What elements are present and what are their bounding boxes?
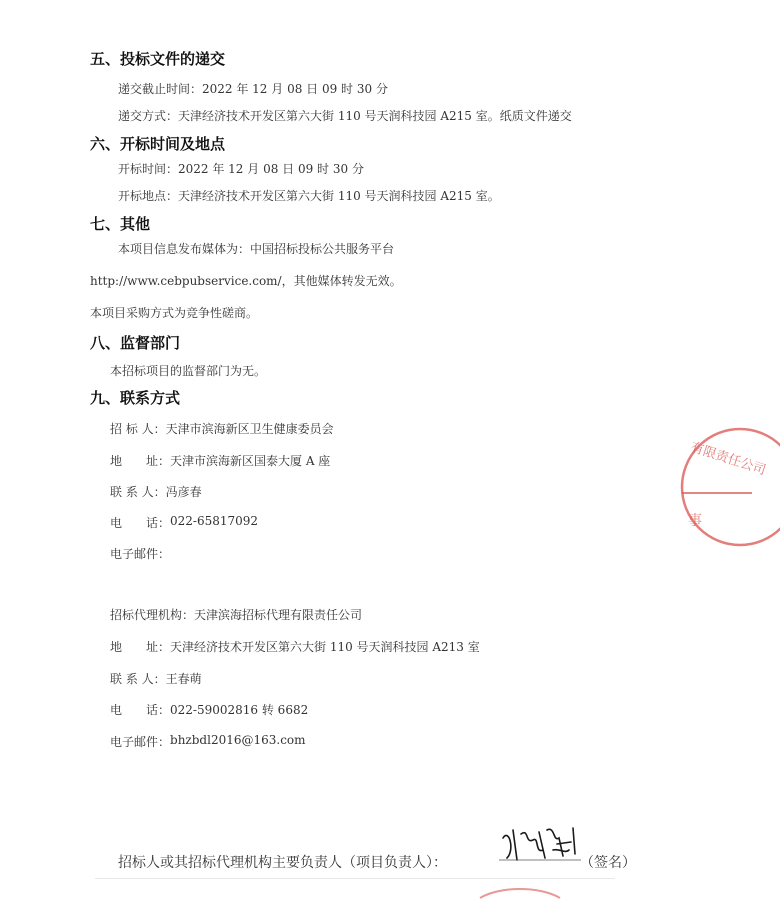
media-info-line: 本项目信息发布媒体为：中国招标投标公共服务平台 xyxy=(118,242,395,256)
section-5-heading: 五、投标文件的递交 xyxy=(90,50,226,68)
contact-label: 地 址： xyxy=(110,454,171,468)
contact-label: 招标代理机构： xyxy=(110,608,195,622)
contact-label: 联 系 人： xyxy=(110,672,166,686)
tenderer-address-row xyxy=(110,452,330,469)
opening-time: 开标时间：2022 年 12 月 08 日 09 时 30 分 xyxy=(118,162,364,176)
contact-value: 天津经济技术开发区第六大街 110 号天润科技园 A213 室 xyxy=(170,640,480,654)
section-9-heading: 九、联系方式 xyxy=(90,389,181,407)
tenderer-phone-row xyxy=(110,514,258,531)
contact-label: 电 话： xyxy=(110,516,171,530)
contact-label: 招 标 人： xyxy=(110,422,166,436)
contact-label: 联 系 人： xyxy=(110,485,166,499)
section-7-heading: 七、其他 xyxy=(90,215,151,233)
tenderer-name-row xyxy=(110,420,334,437)
agency-phone-row xyxy=(110,701,308,718)
contact-value: 王春萌 xyxy=(165,672,202,686)
contact-value: 冯彦春 xyxy=(165,485,202,499)
contact-label: 地 址： xyxy=(110,640,171,654)
contact-value: bhzbdl2016@163.com xyxy=(170,733,306,747)
supervision-line: 本招标项目的监督部门为无。 xyxy=(110,364,267,378)
agency-name-row xyxy=(110,606,362,623)
agency-email-row xyxy=(110,733,306,750)
procurement-method-line: 本项目采购方式为竞争性磋商。 xyxy=(90,306,259,320)
seal-text: 有限责任公司 xyxy=(688,440,768,479)
contact-value: 天津滨海招标代理有限责任公司 xyxy=(194,608,363,622)
section-6-heading: 六、开标时间及地点 xyxy=(90,135,226,153)
tenderer-email-row xyxy=(110,545,170,562)
contact-value: 天津市滨海新区卫生健康委员会 xyxy=(165,422,334,436)
bottom-seal-fragment xyxy=(470,870,570,900)
contact-label: 电子邮件： xyxy=(110,547,171,561)
contact-value: 022-59002816 转 6682 xyxy=(170,703,309,717)
signature-prefix: 招标人或其招标代理机构主要负责人（项目负责人）： xyxy=(118,855,447,871)
contact-label: 电 话： xyxy=(110,703,171,717)
opening-place: 开标地点：天津经济技术开发区第六大街 110 号天润科技园 A215 室。 xyxy=(118,189,500,203)
handwritten-signature xyxy=(495,820,585,864)
agency-address-row xyxy=(110,638,480,655)
submission-method: 递交方式：天津经济技术开发区第六大街 110 号天润科技园 A215 室。纸质文件递交 xyxy=(118,109,572,123)
contact-value: 022-65817092 xyxy=(170,514,259,528)
contact-label: 电子邮件： xyxy=(110,735,171,749)
contact-value: 天津市滨海新区国泰大厦 A 座 xyxy=(170,454,331,468)
company-seal xyxy=(660,425,780,555)
seal-partial-char: 事 xyxy=(688,513,702,529)
media-url-line: http://www.cebpubservice.com/，其他媒体转发无效。 xyxy=(90,274,402,288)
signature-suffix: （签名） xyxy=(580,855,636,871)
submission-deadline: 递交截止时间：2022 年 12 月 08 日 09 时 30 分 xyxy=(118,82,388,96)
agency-contact-row xyxy=(110,670,202,687)
tenderer-contact-row xyxy=(110,483,202,500)
section-8-heading: 八、监督部门 xyxy=(90,334,181,352)
